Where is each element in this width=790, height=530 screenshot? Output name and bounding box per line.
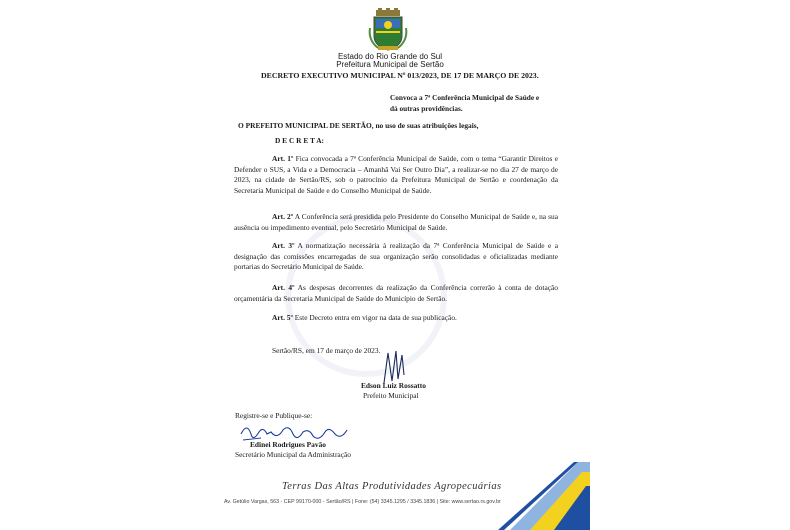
mayor-role: Prefeito Municipal <box>363 391 419 400</box>
decreta-heading: D E C R E T A: <box>275 136 325 145</box>
article-1-text: Fica convocada a 7ª Conferência Municipal de Saúde, com o tema “Garantir Direitos e Defender o SUS, a Vida e a Democracia – Amanhã Vai Ser Outro Dia”, a realizar-se no dia 27 de março de 2023, na cidade de Sertão/RS, sob o patrocínio da Prefeitura Municipal de Sertão e coordenação da Secretaria Municipal de Saúde e do Conselho Municipal de Saúde. <box>234 154 558 195</box>
article-2-label: Art. 2º <box>272 212 294 221</box>
prefeitura-name: Prefeitura Municipal de Sertão <box>336 60 444 69</box>
ementa-line-2: dá outras providências. <box>390 104 463 113</box>
footer-slogan: Terras Das Altas Produtividades Agropecuárias <box>282 481 502 492</box>
preamble <box>238 121 479 130</box>
article-5-label: Art. 5º <box>272 313 293 322</box>
preamble-text: O PREFEITO MUNICIPAL DE SERTÃO, no uso de suas atribuições legais, <box>238 121 479 130</box>
municipal-crest-icon <box>368 8 408 52</box>
article-1 <box>234 154 558 196</box>
article-3 <box>234 241 558 273</box>
footer-address: Av. Getúlio Vargas, 563 - CEP 99170-000 - Sertão/RS | Fone: (54) 3345.1295 / 3345.1836 | Site: www.sertao.rs.gov.br <box>224 499 501 505</box>
registro-label: Registre-se e Publique-se: <box>235 411 313 420</box>
place-date: Sertão/RS, em 17 de março de 2023. <box>272 346 381 355</box>
article-2 <box>234 212 558 233</box>
article-4-text: As despesas decorrentes da realização da Conferência correrão à conta de dotação orçamentária da Secretaria Municipal de Saúde do Município de Sertão. <box>234 283 558 303</box>
article-2-text: A Conferência será presidida pelo Presidente do Conselho Municipal de Saúde e, na sua ausência ou impedimento eventual, pelo Secretário Municipal de Saúde. <box>234 212 558 232</box>
article-3-label: Art. 3º <box>272 241 295 250</box>
secretary-role: Secretário Municipal da Administração <box>235 450 351 459</box>
mayor-signature-icon <box>378 345 418 385</box>
article-4-label: Art. 4º <box>272 283 295 292</box>
article-5-text: Este Decreto entra em vigor na data de sua publicação. <box>292 313 457 322</box>
article-4 <box>234 283 558 304</box>
secretary-name: Edinei Rodrigues Pavão <box>250 440 326 449</box>
ementa-line-1: Convoca a 7ª Conferência Municipal de Saúde e <box>390 93 540 102</box>
footer-stripes-icon <box>470 462 590 530</box>
article-5 <box>234 313 558 324</box>
state-name: Estado do Rio Grande do Sul <box>337 52 443 61</box>
article-1-label: Art. 1º <box>272 154 294 163</box>
article-3-text: A normatização necessária à realização da 7ª Conferência Municipal de Saúde e a designação das comissões encarregadas de sua organização serão consolidadas e oficializadas mediante portarias do Secretário Municipal de Saúde. <box>234 241 558 272</box>
decree-title: DECRETO EXECUTIVO MUNICIPAL Nº 013/2023, DE 17 DE MARÇO DE 2023. <box>261 71 539 80</box>
mayor-name: Edson Luiz Rossatto <box>361 381 426 390</box>
